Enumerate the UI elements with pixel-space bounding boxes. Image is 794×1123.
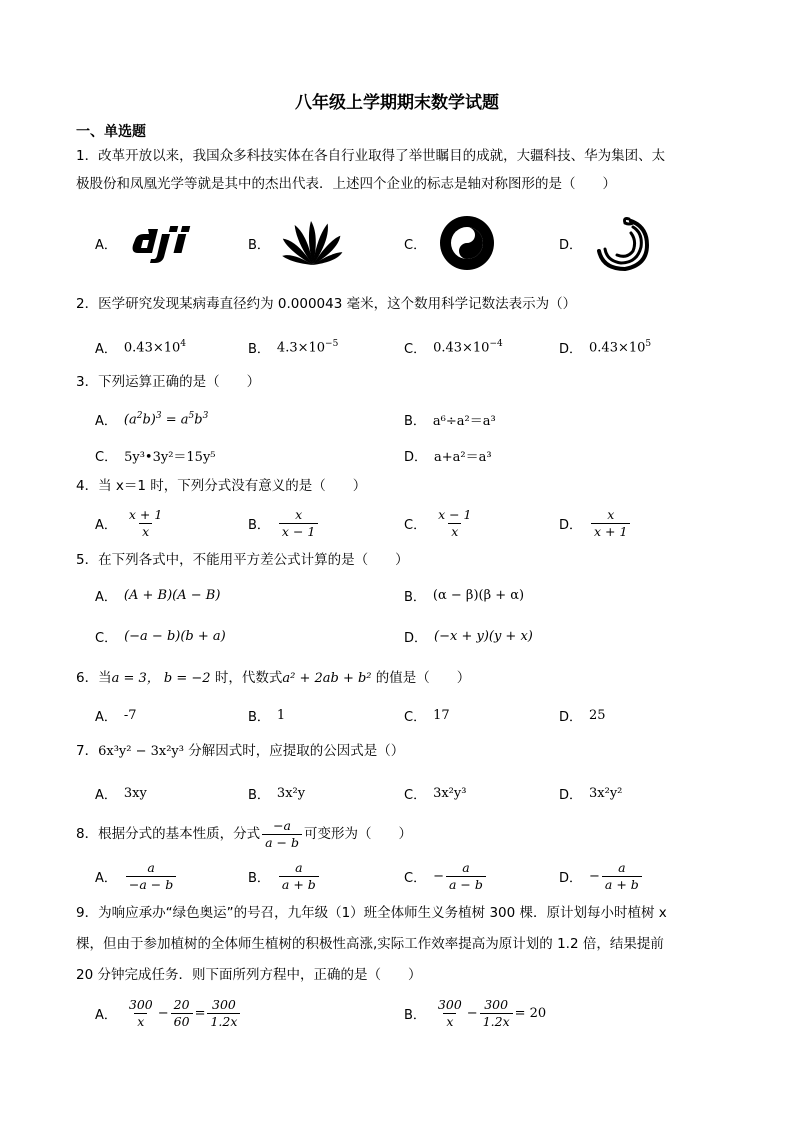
option-label: D．: [559, 517, 583, 533]
option-label: C．: [404, 787, 427, 803]
option-value: 25: [589, 707, 606, 723]
option-b[interactable]: [248, 329, 338, 365]
fraction: $\frac{20}{60}$: [171, 997, 193, 1030]
option-a[interactable]: [95, 697, 137, 733]
option-value: a+a²＝a³: [434, 449, 492, 465]
fraction: $\frac{x - 1}{x}$: [438, 506, 472, 539]
fraction: $\frac{x}{x - 1}$: [279, 507, 318, 540]
option-d[interactable]: [404, 437, 492, 473]
option-value: $0.43\times 10^4$: [123, 338, 187, 356]
question-1-options: [95, 215, 735, 271]
option-b[interactable]: [248, 215, 345, 271]
option-c[interactable]: [404, 697, 450, 733]
option-label: A．: [95, 787, 117, 803]
option-label: A．: [95, 413, 117, 429]
option-label: A．: [95, 589, 117, 605]
option-label: C．: [95, 449, 118, 465]
fraction: $\frac{a}{-a - b}$: [126, 860, 176, 893]
option-d[interactable]: [559, 505, 632, 541]
option-label: D．: [404, 630, 428, 646]
option-label: A．: [95, 709, 117, 725]
fraction: $\frac{300}{x}$: [128, 996, 153, 1029]
option-label: D．: [559, 787, 583, 803]
fraction: $\frac{a}{a - b}$: [446, 860, 486, 893]
option-value: (α − β)(β + α): [432, 587, 525, 603]
option-label: B．: [248, 870, 270, 886]
option-value: (−a − b)(b + a): [124, 628, 226, 644]
dji-logo-icon: [128, 223, 204, 263]
option-label: C．: [404, 517, 427, 533]
fraction: $\frac{300}{x}$: [437, 996, 462, 1029]
fraction: $\frac{300}{1.2x}$: [480, 997, 513, 1030]
question-9-line-1: 9．为响应承办“绿色奥运”的号召，九年级（1）班全体师生义务植树 300 棵．原计划每小时植树 x: [76, 905, 667, 921]
option-d[interactable]: [559, 329, 651, 365]
option-label: A．: [95, 237, 117, 253]
option-value: $0.43\times 10^5$: [589, 338, 652, 356]
question-8-options: [95, 858, 735, 894]
condition: a = 3， b = −2: [111, 671, 211, 686]
option-a[interactable]: [95, 858, 178, 894]
option-label: B．: [248, 709, 270, 725]
fraction: $\frac{300}{1.2x}$: [207, 997, 240, 1030]
fraction: $\frac{a}{a + b}$: [279, 860, 319, 893]
question-3-options-row-2: [95, 437, 735, 473]
question-6-stem: 6．当a = 3， b = −2 时，代数式a² + 2ab + b² 的值是（ ）: [76, 670, 471, 686]
option-c[interactable]: [404, 775, 466, 811]
option-value: 1: [276, 707, 286, 723]
question-3-stem: 3．下列运算正确的是（ ）: [76, 374, 261, 390]
option-c[interactable]: [404, 329, 503, 365]
phoenix-logo-icon: [593, 213, 653, 273]
option-a[interactable]: [95, 775, 147, 811]
option-b[interactable]: B． $\frac{300}{x}$ − $\frac{300}{1.2x}$ = 20: [404, 996, 547, 1029]
option-value: 3x²y²: [589, 785, 623, 801]
option-label: A．: [95, 517, 117, 533]
option-label: C．: [404, 870, 427, 886]
option-a[interactable]: [95, 401, 208, 437]
fraction: $\frac{x + 1}{x}$: [128, 506, 163, 539]
question-7-stem: 7．6x³y² − 3x²y³ 分解因式时，应提取的公因式是（）: [76, 743, 405, 759]
option-label: D．: [559, 709, 583, 725]
option-b[interactable]: [248, 505, 320, 541]
section-heading: 一、单选题: [76, 124, 146, 140]
option-label: C．: [404, 237, 427, 253]
option-label: D．: [559, 237, 583, 253]
option-c[interactable]: [404, 505, 477, 541]
option-label: B．: [248, 341, 270, 357]
option-c[interactable]: [95, 437, 216, 473]
question-5-options-row-1: [95, 577, 735, 613]
option-value: -7: [123, 707, 137, 723]
option-value: (A + B)(A − B): [123, 587, 221, 603]
question-1-stem: [76, 142, 726, 198]
option-value: $0.43\times 10^{-4}$: [433, 338, 503, 356]
option-label: C．: [404, 341, 427, 357]
option-value: (−x + y)(y + x): [434, 628, 533, 644]
option-c[interactable]: [95, 618, 226, 654]
option-label: B．: [248, 787, 270, 803]
option-label: C．: [404, 709, 427, 725]
question-2-options: [95, 329, 735, 365]
option-label: B．: [248, 237, 270, 253]
option-value: a⁶÷a²＝a³: [432, 413, 496, 429]
question-9-options: [95, 994, 735, 1032]
question-1-line-1: 1．改革开放以来，我国众多科技实体在各自行业取得了举世瞩目的成就，大疆科技、华为集团、太: [76, 148, 666, 164]
fraction: $\frac{-a}{a - b}$: [262, 818, 302, 851]
taiji-logo-icon: [437, 215, 497, 271]
question-5-options-row-2: [95, 618, 735, 654]
option-c[interactable]: [404, 215, 497, 271]
option-label: A．: [95, 870, 117, 886]
expression: 6x³y² − 3x²y³: [98, 744, 184, 759]
option-value: 5y³•3y²＝15y⁵: [124, 449, 216, 465]
option-value: 17: [433, 707, 450, 723]
question-8-stem: 8．根据分式的基本性质，分式 $\frac{-a}{a - b}$ 可变形为（ ）: [76, 817, 412, 850]
option-value: 3xy: [123, 785, 147, 801]
question-6-options: [95, 697, 735, 733]
option-b[interactable]: [248, 775, 305, 811]
question-9-stem: [76, 898, 726, 991]
option-label: B．: [404, 413, 426, 429]
huawei-logo-icon: [281, 219, 345, 267]
option-a[interactable]: A． $\frac{300}{x}$ − $\frac{20}{60}$ = $\frac{300}{1.2x}$: [95, 994, 242, 1032]
question-2-stem: 2．医学研究发现某病毒直径约为 0.000043 毫米，这个数用科学记数法表示为（）: [76, 296, 577, 312]
option-label: C．: [95, 630, 118, 646]
option-value: 3x²y³: [433, 785, 467, 801]
question-1-line-2: 极股份和凤凰光学等就是其中的杰出代表．上述四个企业的标志是轴对称图形的是（ ）: [76, 176, 616, 192]
option-d[interactable]: D． − $\frac{a}{a + b}$: [559, 858, 644, 894]
option-a[interactable]: [95, 215, 204, 271]
option-b[interactable]: [404, 577, 524, 613]
option-b[interactable]: [248, 697, 285, 733]
option-d[interactable]: [559, 697, 606, 733]
option-label: D．: [559, 870, 583, 886]
question-9-line-2: 棵，但由于参加植树的全体师生植树的积极性高涨,实际工作效率提高为原计划的 1.2 倍，结果提前: [76, 936, 664, 952]
option-d[interactable]: [404, 618, 533, 654]
option-label: B．: [404, 1007, 426, 1023]
option-label: D．: [404, 449, 428, 465]
option-value: 3x²y: [276, 785, 306, 801]
option-a[interactable]: [95, 577, 220, 613]
question-4-options: [95, 505, 735, 541]
option-label: B．: [248, 517, 270, 533]
option-c[interactable]: C． − $\frac{a}{a - b}$: [404, 858, 488, 894]
question-4-stem: 4．当 x＝1 时，下列分式没有意义的是（ ）: [76, 478, 367, 494]
question-3-options-row-1: [95, 401, 735, 437]
option-d[interactable]: [559, 775, 622, 811]
option-b[interactable]: [248, 858, 321, 894]
question-9-line-3: 20 分钟完成任务．则下面所列方程中，正确的是（ ）: [76, 967, 422, 983]
question-5-stem: 5．在下列各式中，不能用平方差公式计算的是（ ）: [76, 552, 409, 568]
option-a[interactable]: [95, 329, 186, 365]
option-b[interactable]: [404, 401, 496, 437]
question-7-options: [95, 775, 735, 811]
page-title: 八年级上学期期末数学试题: [295, 93, 499, 113]
option-label: A．: [95, 341, 117, 357]
option-label: A．: [95, 1007, 117, 1023]
option-label: D．: [559, 341, 583, 357]
option-a[interactable]: [95, 505, 167, 541]
fraction: $\frac{x}{x + 1}$: [591, 507, 630, 540]
option-d[interactable]: [559, 215, 653, 271]
option-value: $4.3\times 10^{-5}$: [276, 338, 339, 356]
option-value: $(a^2b)^3 = a^5b^3$: [123, 410, 209, 428]
option-label: B．: [404, 589, 426, 605]
fraction: $\frac{a}{a + b}$: [602, 860, 642, 893]
expression: a² + 2ab + b²: [282, 671, 372, 686]
